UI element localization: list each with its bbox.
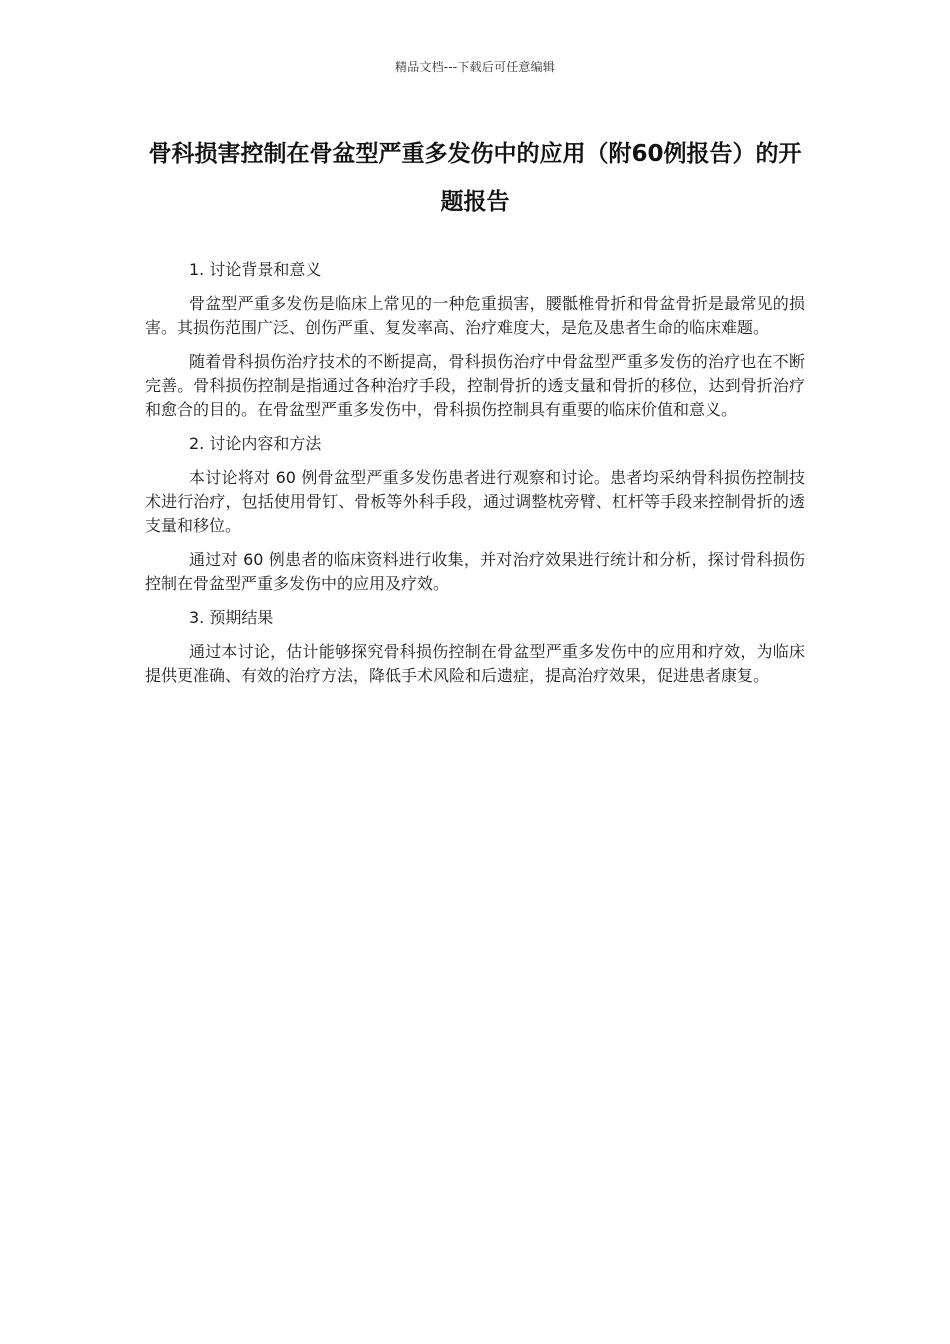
paragraph: 骨盆型严重多发伤是临床上常见的一种危重损害，腰骶椎骨折和骨盆骨折是最常见的损害。其损伤范围广泛、创伤严重、复发率高、治疗难度大，是危及患者生命的临床难题。 [145,294,805,337]
section-heading-background: 1. 讨论背景和意义 [189,260,322,279]
paragraph: 本讨论将对 60 例骨盆型严重多发伤患者进行观察和讨论。患者均采纳骨科损伤控制技术进行治疗，包括使用骨钉、骨板等外科手段，通过调整枕旁臂、杠杆等手段来控制骨折的透支量和移位。 [145,468,805,535]
paragraph: 通过本讨论，估计能够探究骨科损伤控制在骨盆型严重多发伤中的应用和疗效，为临床提供更准确、有效的治疗方法，降低手术风险和后遗症，提高治疗效果，促进患者康复。 [145,642,805,685]
page-header-note: 精品文档---下载后可任意编辑 [395,60,555,74]
document-body [145,258,805,698]
paragraph: 随着骨科损伤治疗技术的不断提高，骨科损伤治疗中骨盆型严重多发伤的治疗也在不断完善。骨科损伤控制是指通过各种治疗手段，控制骨折的透支量和骨折的移位，达到骨折治疗和愈合的目的。在骨盆型严重多发伤中，骨科损伤控制具有重要的临床价值和意义。 [145,352,805,419]
section-heading-expected-results: 3. 预期结果 [189,608,274,627]
document-title: 骨科损害控制在骨盆型严重多发伤中的应用（附60例报告）的开题报告 [148,141,802,215]
section-heading-methods: 2. 讨论内容和方法 [189,434,322,453]
paragraph: 通过对 60 例患者的临床资料进行收集，并对治疗效果进行统计和分析，探讨骨科损伤控制在骨盆型严重多发伤中的应用及疗效。 [145,550,805,593]
